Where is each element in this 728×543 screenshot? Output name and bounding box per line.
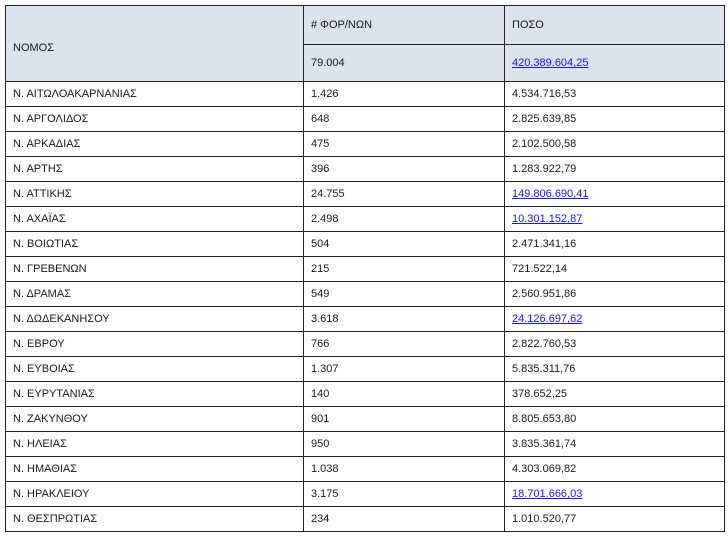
nomos-cell: Ν. ΗΜΑΘΙΑΣ (6, 457, 304, 482)
table-row (6, 307, 725, 332)
amount-link[interactable]: 18.701.666,03 (512, 488, 583, 500)
header-amount-cell (505, 6, 725, 45)
count-cell: 950 (304, 432, 505, 457)
amount-cell (505, 432, 725, 457)
amount-value: 2.102.500,58 (512, 138, 577, 150)
count-cell: 140 (304, 382, 505, 407)
count-cell: 766 (304, 332, 505, 357)
count-cell: 648 (304, 107, 505, 132)
count-cell: 1.307 (304, 357, 505, 382)
table-row (6, 357, 725, 382)
amount-cell (505, 382, 725, 407)
table-row (6, 407, 725, 432)
count-cell: 396 (304, 157, 505, 182)
count-cell: 2.498 (304, 207, 505, 232)
amount-value: 1.010.520,77 (512, 513, 577, 525)
amount-cell (505, 457, 725, 482)
nomos-cell: Ν. ΑΡΤΗΣ (6, 157, 304, 182)
table-row (6, 432, 725, 457)
nomos-cell: Ν. ΖΑΚΥΝΘΟΥ (6, 407, 304, 432)
amount-cell (505, 407, 725, 432)
header-amount-label: ΠΟΣΟ (512, 19, 544, 31)
amount-cell (505, 232, 725, 257)
header-row (6, 6, 725, 45)
nomos-cell: Ν. ΕΥΒΟΙΑΣ (6, 357, 304, 382)
table-row (6, 82, 725, 107)
amount-link[interactable]: 10.301.152,87 (512, 213, 583, 225)
nomos-cell: Ν. ΑΙΤΩΛΟΑΚΑΡΝΑΝΙΑΣ (6, 82, 304, 107)
amount-cell (505, 132, 725, 157)
nomos-cell: Ν. ΓΡΕΒΕΝΩΝ (6, 257, 304, 282)
header-nomos-label: ΝΟΜΟΣ (13, 41, 55, 54)
table-row (6, 132, 725, 157)
table-row (6, 232, 725, 257)
amount-cell (505, 482, 725, 507)
amount-value: 4.303.069,82 (512, 463, 577, 475)
amount-cell (505, 157, 725, 182)
header-count-cell (304, 6, 505, 45)
nomos-cell: Ν. ΕΒΡΟΥ (6, 332, 304, 357)
table-row (6, 157, 725, 182)
nomos-cell: Ν. ΑΧΑΪΑΣ (6, 207, 304, 232)
table-row (6, 507, 725, 532)
table-row (6, 207, 725, 232)
total-count: 79.004 (311, 57, 345, 69)
table-row (6, 107, 725, 132)
nomos-cell: Ν. ΗΛΕΙΑΣ (6, 432, 304, 457)
table-row (6, 482, 725, 507)
amount-cell (505, 332, 725, 357)
amount-value: 1.283.922,79 (512, 163, 577, 175)
header-count-label: # ΦΟΡ/ΝΩΝ (311, 19, 373, 31)
count-cell: 504 (304, 232, 505, 257)
amount-cell (505, 107, 725, 132)
count-cell: 24.755 (304, 182, 505, 207)
amount-value: 4.534.716,53 (512, 88, 577, 100)
table-row (6, 457, 725, 482)
nomos-cell: Ν. ΗΡΑΚΛΕΙΟΥ (6, 482, 304, 507)
amount-cell (505, 282, 725, 307)
nomos-cell: Ν. ΘΕΣΠΡΩΤΙΑΣ (6, 507, 304, 532)
amount-link[interactable]: 24.126.697,62 (512, 313, 583, 325)
total-amount-link[interactable]: 420.389.604,25 (512, 57, 589, 69)
data-table (5, 5, 725, 532)
nomos-cell: Ν. ΑΡΓΟΛΙΔΟΣ (6, 107, 304, 132)
amount-value: 3.835.361,74 (512, 438, 577, 450)
amount-value: 8.805.653,80 (512, 413, 577, 425)
count-cell: 1.426 (304, 82, 505, 107)
nomos-cell: Ν. ΒΟΙΩΤΙΑΣ (6, 232, 304, 257)
amount-value: 2.471.341,16 (512, 238, 577, 250)
count-cell: 3.618 (304, 307, 505, 332)
count-cell: 1.038 (304, 457, 505, 482)
count-cell: 901 (304, 407, 505, 432)
nomos-cell: Ν. ΑΡΚΑΔΙΑΣ (6, 132, 304, 157)
amount-value: 2.560.951,86 (512, 288, 577, 300)
total-amount-cell (505, 45, 725, 82)
count-cell: 234 (304, 507, 505, 532)
table-body (6, 6, 725, 532)
amount-cell (505, 307, 725, 332)
count-cell: 475 (304, 132, 505, 157)
amount-cell (505, 207, 725, 232)
table-row (6, 332, 725, 357)
nomos-cell: Ν. ΕΥΡΥΤΑΝΙΑΣ (6, 382, 304, 407)
amount-value: 2.825.639,85 (512, 113, 577, 125)
total-count-cell (304, 45, 505, 82)
table-row (6, 182, 725, 207)
count-cell: 3.175 (304, 482, 505, 507)
amount-value: 721.522,14 (512, 263, 568, 275)
nomos-cell: Ν. ΑΤΤΙΚΗΣ (6, 182, 304, 207)
table-row (6, 257, 725, 282)
amount-cell (505, 82, 725, 107)
count-cell: 215 (304, 257, 505, 282)
amount-cell (505, 357, 725, 382)
amount-value: 2.822.760,53 (512, 338, 577, 350)
table-row (6, 282, 725, 307)
table-row (6, 382, 725, 407)
amount-value: 378.652,25 (512, 388, 568, 400)
amount-cell (505, 182, 725, 207)
amount-cell (505, 257, 725, 282)
amount-link[interactable]: 149.806.690,41 (512, 188, 589, 200)
nomos-cell: Ν. ΔΩΔΕΚΑΝΗΣΟΥ (6, 307, 304, 332)
count-cell: 549 (304, 282, 505, 307)
amount-cell (505, 507, 725, 532)
nomos-cell: Ν. ΔΡΑΜΑΣ (6, 282, 304, 307)
amount-value: 5.835.311,76 (512, 363, 576, 375)
header-nomos-cell (6, 6, 304, 82)
